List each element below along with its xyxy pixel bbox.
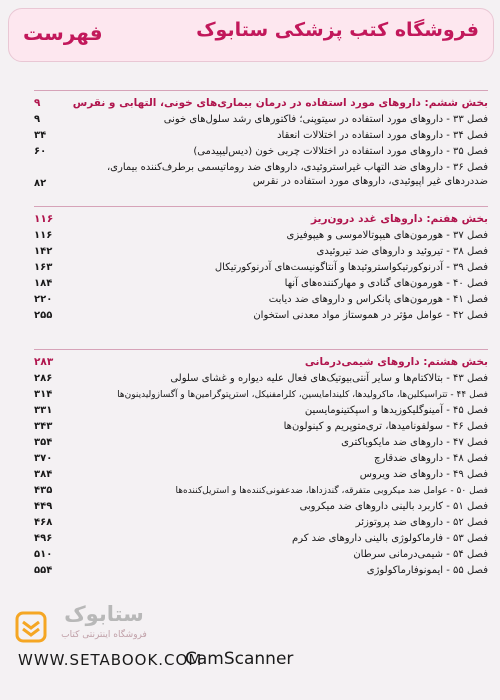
chapter-label: فصل ۳۷ - هورمون‌های هیپوتالاموسی و هیپوفیزی bbox=[286, 230, 488, 241]
chapter-label: فصل ۵۱ - کاربرد بالینی داروهای ضد میکروبی bbox=[299, 501, 488, 512]
chapter-row[interactable] bbox=[34, 500, 488, 516]
chapter-page: ۴۹۶ bbox=[34, 533, 53, 544]
chapter-page: ۳۷۰ bbox=[34, 453, 53, 464]
section-6 bbox=[34, 90, 488, 191]
store-name: فروشگاه کتب پزشکی ستابوک bbox=[196, 19, 479, 41]
chapter-row[interactable] bbox=[34, 532, 488, 548]
chapter-page: ۲۲۰ bbox=[34, 294, 53, 305]
chapter-row[interactable] bbox=[34, 388, 488, 404]
chapter-row[interactable] bbox=[34, 436, 488, 452]
section-divider bbox=[34, 349, 488, 350]
chapter-label: فصل ۵۴ - شیمی‌درمانی سرطان bbox=[353, 549, 488, 560]
chapter-label: فصل ۴۶ - سولفونامیدها، تری‌متوپریم و کینولون‌ها bbox=[283, 421, 488, 432]
chapter-label: فصل ۳۶ - داروهای ضد التهاب غیراستروئیدی، داروهای ضد روماتیسمی برطرف‌کننده بیماری، ضددردهای غیر اپیوئیدی، داروهای مورد استفاده در نقرس bbox=[106, 162, 488, 187]
chapter-label: فصل ۳۴ - داروهای مورد استفاده در اختلالات انعقاد bbox=[277, 130, 488, 141]
chapter-label: فصل ۴۰ - هورمون‌های گنادی و مهارکننده‌های آنها bbox=[284, 278, 488, 289]
chapter-row[interactable] bbox=[34, 548, 488, 564]
section-divider bbox=[34, 206, 488, 207]
chapter-page: ۳۱۴ bbox=[34, 389, 53, 400]
section-7 bbox=[34, 206, 488, 325]
chapter-row[interactable] bbox=[34, 229, 488, 245]
chapter-page: ۱۶۳ bbox=[34, 262, 53, 273]
scanner-watermark: CamScanner bbox=[185, 649, 294, 669]
chapter-page: ۵۵۴ bbox=[34, 565, 53, 576]
chapter-label: فصل ۳۳ - داروهای مورد استفاده در سیتوپنی؛ فاکتورهای رشد سلول‌های خونی bbox=[163, 114, 488, 125]
chapter-page: ۳۳۱ bbox=[34, 405, 53, 416]
chapter-row[interactable] bbox=[34, 420, 488, 436]
chapter-row[interactable] bbox=[34, 516, 488, 532]
chapter-row[interactable] bbox=[34, 145, 488, 161]
chapter-page: ۴۳۵ bbox=[34, 485, 53, 496]
chapter-label: فصل ۵۲ - داروهای ضد پروتوزئر bbox=[355, 517, 488, 528]
chapter-label: فصل ۴۸ - داروهای ضدقارچ bbox=[373, 453, 488, 464]
chapter-label: فصل ۴۷ - داروهای ضد مایکوباکتری bbox=[341, 437, 488, 448]
chapter-page: ۳۴۳ bbox=[34, 421, 53, 432]
chapter-row[interactable] bbox=[34, 484, 488, 500]
chapter-page: ۳۴ bbox=[34, 130, 47, 141]
chapter-row[interactable] bbox=[34, 113, 488, 129]
chapter-row[interactable] bbox=[34, 564, 488, 580]
chapter-row[interactable] bbox=[34, 404, 488, 420]
chapter-row[interactable] bbox=[34, 261, 488, 277]
toc-title: فهرست bbox=[23, 21, 103, 45]
logo-tagline: فروشگاه اینترنتی کتاب bbox=[61, 630, 147, 640]
chapter-row[interactable] bbox=[34, 161, 488, 191]
section-page: ۱۱۶ bbox=[34, 213, 54, 225]
chapter-page: ۶۰ bbox=[34, 146, 47, 157]
section-title: بخش هفتم: داروهای غدد درون‌ریز bbox=[310, 213, 488, 225]
section-heading bbox=[34, 97, 488, 113]
chapter-label: فصل ۴۳ - بتالاکتام‌ها و سایر آنتی‌بیوتیک‌های فعال علیه دیواره و غشای سلولی bbox=[170, 373, 488, 384]
page-header bbox=[8, 8, 494, 62]
section-8 bbox=[34, 349, 488, 580]
chapter-label: فصل ۳۵ - داروهای مورد استفاده در اختلالات چربی خون (دیس‌لیپیدمی) bbox=[193, 146, 488, 157]
chapter-label: فصل ۳۹ - آدرنوکورتیکواستروئیدها و آنتاگونیست‌های آدرنوکورتیکال bbox=[214, 262, 488, 273]
chapter-row[interactable] bbox=[34, 468, 488, 484]
website-url: WWW.SETABOOK.COM bbox=[18, 651, 203, 669]
chapter-page: ۱۱۶ bbox=[34, 230, 53, 241]
chapter-row[interactable] bbox=[34, 277, 488, 293]
chapter-label: فصل ۴۵ - آمینوگلیکوزیدها و اسپکتینومایسین bbox=[304, 405, 488, 416]
section-divider bbox=[34, 90, 488, 91]
chapter-page: ۲۵۵ bbox=[34, 310, 53, 321]
chapter-label: فصل ۵۳ - فارماکولوژی بالینی داروهای ضد کرم bbox=[292, 533, 488, 544]
chapter-label: فصل ۴۹ - داروهای ضد ویروس bbox=[359, 469, 488, 480]
chapter-page: ۸۲ bbox=[34, 178, 47, 189]
section-heading bbox=[34, 356, 488, 372]
chapter-row[interactable] bbox=[34, 293, 488, 309]
chapter-row[interactable] bbox=[34, 372, 488, 388]
chapter-row[interactable] bbox=[34, 309, 488, 325]
chapter-page: ۳۸۴ bbox=[34, 469, 53, 480]
section-page: ۹ bbox=[34, 97, 41, 109]
section-page: ۲۸۳ bbox=[34, 356, 54, 368]
chapter-page: ۴۶۸ bbox=[34, 517, 53, 528]
chapter-page: ۵۱۰ bbox=[34, 549, 53, 560]
chapter-page: ۹ bbox=[34, 114, 41, 125]
logo-brand: ستابوک bbox=[64, 602, 144, 626]
chapter-label: فصل ۳۸ - تیروئید و داروهای ضد تیروئیدی bbox=[316, 246, 488, 257]
chapter-row[interactable] bbox=[34, 245, 488, 261]
section-title: بخش ششم: داروهای مورد استفاده در درمان بیماری‌های خونی، التهابی و نقرس bbox=[72, 97, 488, 109]
chapter-row[interactable] bbox=[34, 129, 488, 145]
chapter-label: فصل ۴۲ - عوامل مؤثر در هموستاز مواد معدنی استخوان bbox=[253, 310, 488, 321]
chapter-page: ۱۸۴ bbox=[34, 278, 53, 289]
chapter-page: ۲۸۶ bbox=[34, 373, 53, 384]
chapter-row[interactable] bbox=[34, 452, 488, 468]
section-title: بخش هشتم: داروهای شیمی‌درمانی bbox=[304, 356, 488, 368]
chapter-label: فصل ۴۴ - تتراسیکلین‌ها، ماکرولیدها، کلیندامایسین، کلرامفنیکل، استرپتوگرامین‌ها و آگسازولیدینون‌ها bbox=[117, 390, 488, 400]
chapter-label: فصل ۵۰ - عوامل ضد میکروبی متفرقه، گندزداها، ضدعفونی‌کننده‌ها و استریل‌کننده‌ها bbox=[175, 486, 488, 496]
section-heading bbox=[34, 213, 488, 229]
chapter-page: ۱۴۲ bbox=[34, 246, 53, 257]
chapter-label: فصل ۴۱ - هورمون‌های پانکراس و داروهای ضد دیابت bbox=[268, 294, 488, 305]
setabook-logo bbox=[14, 600, 162, 652]
chapter-label: فصل ۵۵ - ایمونوفارماکولوژی bbox=[366, 565, 488, 576]
chapter-page: ۴۴۹ bbox=[34, 501, 53, 512]
logo-mark-icon bbox=[14, 610, 48, 644]
chapter-page: ۳۵۴ bbox=[34, 437, 53, 448]
